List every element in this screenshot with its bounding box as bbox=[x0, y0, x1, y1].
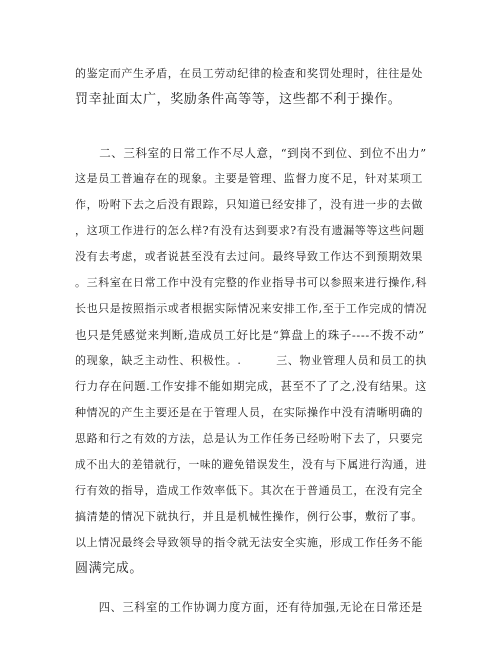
text-line-19: 圆满完成。 bbox=[75, 561, 144, 576]
text-line-18: 以上情况最终会导致领导的指令就无法安全实施，形成工作任务不能 bbox=[75, 536, 423, 549]
text-line-16: 行有效的指导，造成工作效率低下。其次在于普通员工，在没有完全 bbox=[75, 484, 423, 497]
text-line-7: 没有去考虑，或者说甚至没有去过问。最终导致工作达不到预期效果 bbox=[75, 250, 423, 263]
text-line-15: 成不出大的差错就行，一味的避免错误发生，没有与下属进行沟通，进 bbox=[75, 458, 427, 471]
text-line-14: 思路和行之有效的方法，总是认为工作任务已经吩咐下去了，只要完 bbox=[75, 432, 423, 445]
text-line-2: 罚幸扯面太广，奖励条件高等等，这些都不利于操作。 bbox=[75, 92, 402, 107]
text-line-6: ，这项工作进行的怎么样?有没有达到要求?有没有遗漏等等这些问题 bbox=[75, 224, 425, 237]
text-line-17: 搞清楚的情况下就执行，并且是机械性操作，例行公事，敷衍了事。 bbox=[75, 510, 423, 523]
text-line-5: 作，吩咐下去之后没有跟踪，只知道已经安排了，没有进一步的去做 bbox=[75, 198, 423, 211]
text-line-10: 也只是凭感觉来判断,造成员工好比是“算盘上的珠子----不拨不动” bbox=[75, 328, 425, 342]
text-line-3: 二、三科室的日常工作不尽人意，“到岗不到位、到位不出力” bbox=[75, 146, 427, 160]
text-line-20: 四、三科室的工作协调力度方面，还有待加强,无论在日常还是 bbox=[75, 601, 423, 614]
text-line-4: 这是员工普遍存在的现象。主要是管理、监督力度不足，针对某项工 bbox=[75, 172, 423, 185]
text-line-8: 。三科室在日常工作中没有完整的作业指导书可以参照来进行操作,科 bbox=[75, 276, 428, 289]
text-line-9: 长也只是按照指示或者根据实际情况来安排工作,至于工作完成的情况 bbox=[75, 302, 428, 315]
text-line-1: 的鉴定而产生矛盾，在员工劳动纪律的检查和奖罚处理时，往往是处 bbox=[75, 67, 423, 80]
text-line-13: 种情况的产生主要还是在于管理人员，在实际操作中没有清晰明确的 bbox=[75, 406, 423, 419]
text-line-11: 的现象，缺乏主动性、积极性。. 三、物业管理人员和员工的执 bbox=[75, 354, 428, 367]
text-line-12: 行力存在问题.工作安排不能如期完成，甚至不了了之,没有结果。这 bbox=[75, 380, 428, 393]
